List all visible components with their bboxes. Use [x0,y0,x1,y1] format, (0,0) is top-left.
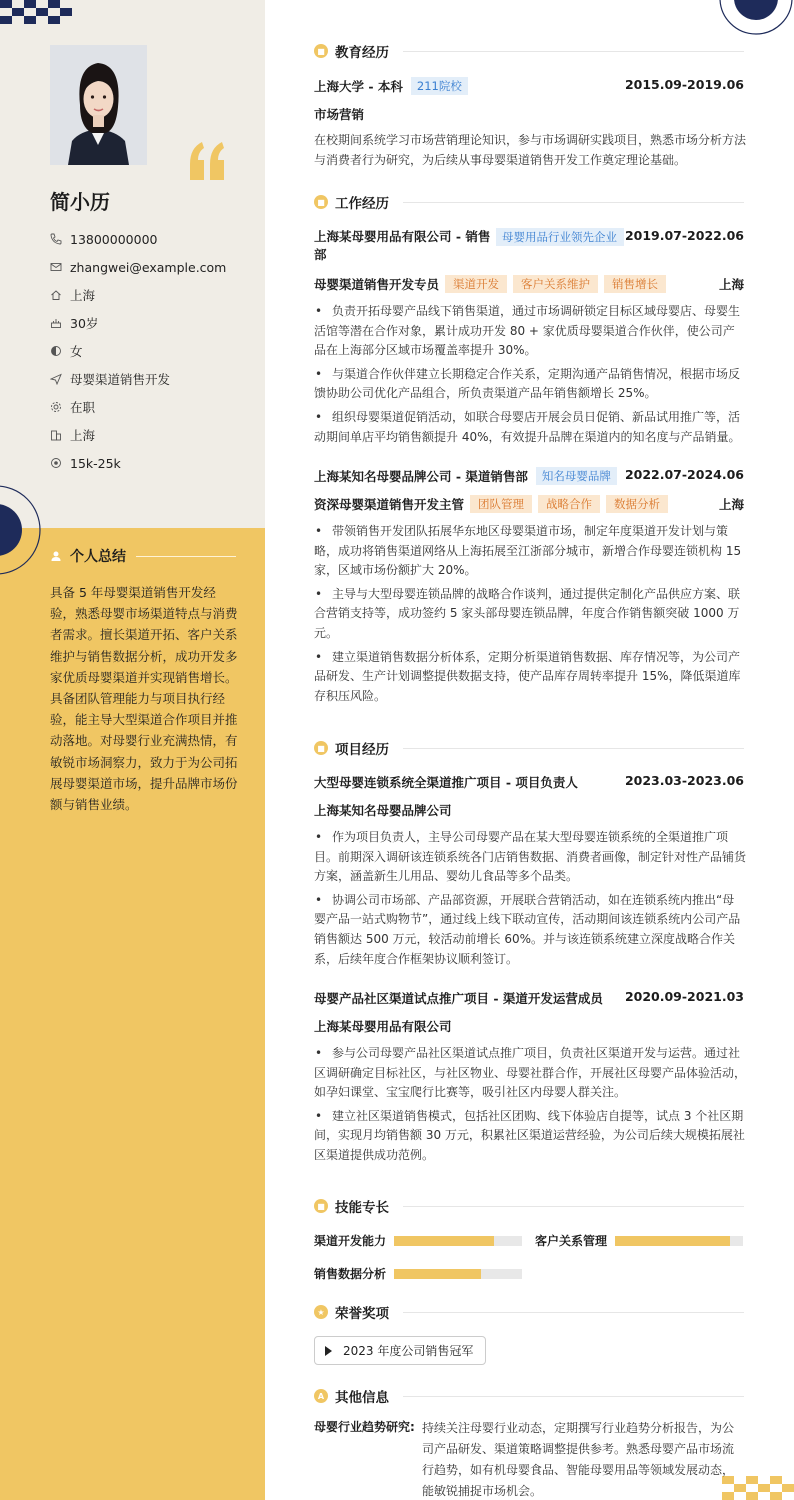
info-phone [50,225,226,253]
age-icon [50,317,62,329]
skill-name: 渠道开发能力 [314,1234,387,1248]
education-major: 市场营销 [314,107,365,122]
info-location [50,281,226,309]
project-name: 母婴产品社区渠道试点推广项目 - 渠道开发运营成员 [314,991,603,1006]
avatar [50,45,147,165]
job-skill-tag: 客户关系维护 [513,275,598,293]
checker-decoration-icon [0,0,80,26]
project-row [314,989,744,1007]
gender-text: 女 [70,344,83,359]
skill-bar [394,1236,522,1246]
list-item: • 负责开拓母婴产品线下销售渠道，通过市场调研锁定目标区域母婴店、母婴生活馆等潜在合作对象，累计成功开发 80 + 家优质母婴渠道合作伙伴，使公司产品在上海部分区域市场覆盖率提升 30%。 [314,302,746,361]
project-row [314,773,744,791]
target-job-text: 母婴渠道销售开发 [70,372,171,387]
other-text: 持续关注母婴行业动态，定期撰写行业趋势分析报告，为公司产品研发、渠道策略调整提供参考。熟悉母婴产品市场流行趋势，如有机母婴食品、智能母婴用品等领域发展动态，能敏锐捕捉市场机会。 [422,1421,735,1498]
list-item: • 与渠道合作伙伴建立长期稳定合作关系，定期沟通产品销售情况，根据市场反馈协助公司优化产品组合，所负责渠道产品年销售额增长 25%。 [314,365,746,404]
home-icon [50,289,62,301]
job-date: 2022.07-2024.06 [624,467,744,482]
status-icon [50,401,62,413]
play-icon [325,1346,332,1356]
project-date: 2020.09-2021.03 [624,989,744,1004]
skill-name: 销售数据分析 [314,1267,387,1281]
salary-icon [50,457,62,469]
section-divider [403,1312,744,1313]
section-divider [403,1396,744,1397]
info-age [50,309,226,337]
projects-heading [314,738,744,758]
skills-icon: ■ [314,1199,328,1213]
award-icon: ★ [314,1305,328,1319]
candidate-name: 简小历 [50,190,110,214]
info-email [50,253,226,281]
project-icon: ■ [314,741,328,755]
contact-info-list [50,225,226,477]
education-title: 教育经历 [335,45,389,61]
other-heading [314,1386,744,1406]
list-item: • 组织母婴渠道促销活动，如联合母婴店开展会员日促销、新品试用推广等，活动期间单店平均销售额提升 40%，有效提升品牌在渠道内的知名度与产品销量。 [314,408,746,447]
job-skill-tag: 团队管理 [470,495,532,513]
education-desc: 在校期间系统学习市场营销理论知识，参与市场调研实践项目，熟悉市场分析方法与消费者行为研究，为后续从事母婴渠道销售开发工作奠定理论基础。 [314,133,747,167]
section-divider [403,51,744,52]
summary-text: 具备 5 年母婴渠道销售开发经验，熟悉母婴市场渠道特点与消费者需求。擅长渠道开拓、客户关系维护与销售数据分析，成功开发多家优质母婴渠道并实现销售增长。具备团队管理能力与项目执行经验，能主导大型渠道合作项目并推动落地。对母婴行业充满热情，有敏锐市场洞察力，致力于为公司拓展母婴渠道市场，提升品牌市场份额与销售业绩。 [50,585,238,813]
job-role-row [314,275,744,293]
award-item[interactable] [314,1336,486,1365]
job-row [314,228,744,264]
age-text: 30岁 [70,316,99,331]
skill-bar-fill [394,1236,494,1246]
skills-title: 技能专长 [335,1200,389,1216]
job-skill-tag: 战略合作 [538,495,600,513]
job-skill-tag: 销售增长 [604,275,666,293]
work-icon: ■ [314,195,328,209]
projects-title: 项目经历 [335,742,389,758]
job-row [314,467,744,485]
project-name: 大型母婴连锁系统全渠道推广项目 - 项目负责人 [314,775,578,790]
skill-bar-fill [615,1236,730,1246]
email-text: zhangwei@example.com [70,259,227,275]
project-company: 上海某知名母婴品牌公司 [314,803,452,818]
avatar-photo-icon [50,45,147,165]
job-date: 2019.07-2022.06 [624,228,744,243]
awards-heading [314,1302,744,1322]
skill-bar-fill [394,1269,481,1279]
circle-decoration-icon [0,484,46,576]
job-bullets [314,302,746,451]
job-tag: 母婴用品行业领先企业 [496,228,624,246]
info-target-city [50,421,226,449]
project-company: 上海某母婴用品有限公司 [314,1019,452,1034]
work-heading [314,192,744,212]
project-date: 2023.03-2023.06 [624,773,744,788]
summary-divider [136,556,236,557]
skill-bar [394,1269,522,1279]
list-item: • 建立渠道销售数据分析体系，定期分析渠道销售数据、库存情况等，为公司产品研发、生产计划调整提供数据支持，使产品库存周转率提升 15%，降低渠道库存积压风险。 [314,648,746,707]
person-icon [50,550,62,562]
skill-item [535,1232,743,1249]
list-item: • 主导与大型母婴连锁品牌的战略合作谈判，通过提供定制化产品供应方案、联合营销支持等，成功签约 5 家头部母婴连锁品牌，年度合作销售额突破 1000 万元。 [314,585,746,644]
info-salary [50,449,226,477]
other-title: 其他信息 [335,1390,389,1406]
award-text: 2023 年度公司销售冠军 [343,1344,474,1358]
status-text: 在职 [70,400,96,415]
phone-text: 13800000000 [70,231,158,247]
sidebar [0,0,265,1500]
work-title: 工作经历 [335,196,389,212]
phone-icon [50,233,62,245]
job-role: 资深母婴渠道销售开发主管 [314,497,465,512]
job-skill-tag: 渠道开发 [445,275,507,293]
skill-bar [615,1236,743,1246]
education-heading [314,41,744,61]
job-location: 上海 [718,497,744,512]
quote-icon [188,140,228,182]
list-item: • 参与公司母婴产品社区渠道试点推广项目，负责社区渠道开发与运营。通过社区调研确定目标社区，与社区物业、母婴社群合作，开展社区母婴产品体验活动，如孕妇课堂、宝宝爬行比赛等，吸引社区内母婴人群关注。 [314,1044,746,1103]
project-bullets [314,828,746,973]
section-divider [403,202,744,203]
gender-icon [50,345,62,357]
skill-item [314,1265,522,1282]
location-text: 上海 [70,288,96,303]
info-gender [50,337,226,365]
job-skill-tag: 数据分析 [606,495,668,513]
salary-text: 15k-25k [70,455,121,471]
school-tag: 211院校 [411,77,468,95]
section-divider [403,1206,744,1207]
school-name: 上海大学 - 本科 [314,79,403,94]
circle-decoration-icon [718,0,794,38]
project-bullets [314,1044,746,1170]
education-row [314,77,744,95]
mail-icon [50,261,62,273]
job-location: 上海 [718,277,744,292]
list-item: • 协调公司市场部、产品部资源，开展联合营销活动，如在连锁系统内推出“母婴产品一站式购物节”，通过线上线下联动宣传，活动期间该连锁系统内公司产品销售额达 500 万元，较活动前增长 60%。并与该连锁系统建立深度战略合作关系，后续年度合作框架协议顺利签订。 [314,891,746,969]
list-item: • 作为项目负责人，主导公司母婴产品在某大型母婴连锁系统的全渠道推广项目。前期深入调研该连锁系统各门店销售数据、消费者画像，制定针对性产品铺货方案，涵盖新生儿用品、婴幼儿食品等多个品类。 [314,828,746,887]
other-label: 母婴行业趋势研究: [314,1420,415,1434]
list-item: • 建立社区渠道销售模式，包括社区团购、线下体验店自提等，试点 3 个社区期间，实现月均销售额 30 万元，积累社区渠道运营经验，为公司后续大规模拓展社区渠道提供成功范例。 [314,1107,746,1166]
target-city-text: 上海 [70,428,96,443]
info-target-job [50,365,226,393]
job-bullets [314,522,746,710]
list-item: • 带领销售开发团队拓展华东地区母婴渠道市场，制定年度渠道开发计划与策略，成功将销售渠道网络从上海拓展至江浙部分城市，新增合作母婴连锁机构 15 家，区域市场份额扩大 20%。 [314,522,746,581]
education-icon: ■ [314,44,328,58]
job-role-row [314,495,744,513]
info-status [50,393,226,421]
summary-title-text: 个人总结 [70,549,126,565]
skill-item [314,1232,522,1249]
skill-name: 客户关系管理 [535,1234,608,1248]
summary-heading [50,546,236,566]
job-role: 母婴渠道销售开发专员 [314,277,440,292]
awards-title: 荣誉奖项 [335,1306,389,1322]
skills-heading [314,1196,744,1216]
other-icon: A [314,1389,328,1403]
job-company: 上海某知名母婴品牌公司 - 渠道销售部 [314,469,528,484]
section-divider [403,748,744,749]
city-icon [50,429,62,441]
job-company: 上海某母婴用品有限公司 - 销售部 [314,229,491,262]
job-tag: 知名母婴品牌 [536,467,617,485]
target-icon [50,373,62,385]
education-date: 2015.09-2019.06 [624,77,744,92]
